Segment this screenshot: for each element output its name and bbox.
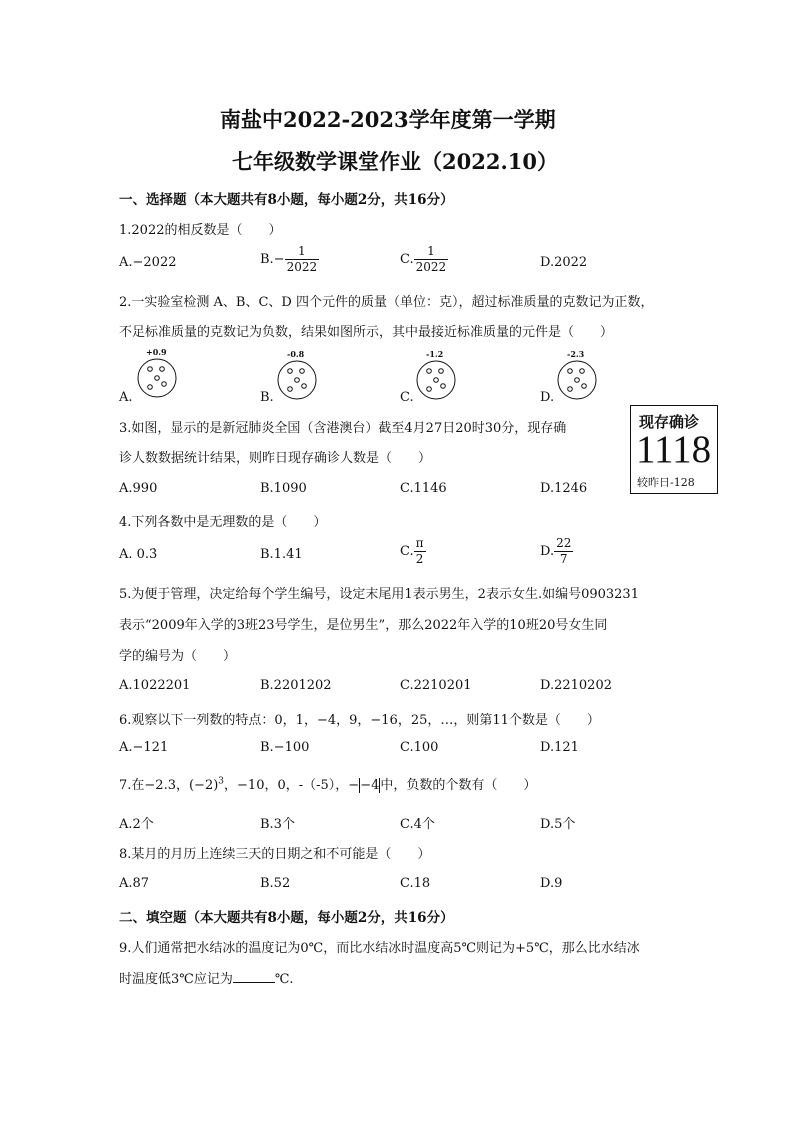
question-3-line1: 3.如图，显示的是新冠肺炎全国（含港澳台）截至4月27日20时30分，现存确 [119,421,567,436]
page-title: 南盐中2022-2023学年度第一学期 [220,107,556,132]
question-1-stem: 1.2022的相反数是（ ） [119,223,282,238]
q9-line2-post: ℃. [274,972,294,987]
q1-option-d: D.2022 [540,255,588,270]
q3-option-c: C.1146 [400,481,447,496]
q1-option-a: A.−2022 [119,255,177,270]
q4-c-den: 2 [415,552,424,566]
q4-option-b: B.1.41 [260,547,303,562]
q1-option-b [260,244,319,275]
q1-b-fraction [285,244,320,275]
q8-option-a: A.87 [119,876,150,891]
question-5-line1: 5.为便于管理，决定给每个学生编号，设定末尾用1表示男生，2表示女生.如编号0903231 [119,587,639,602]
q5-option-b: B.2201202 [260,678,332,693]
q1-option-c [400,244,448,275]
q4-d-num: 22 [556,536,572,550]
q1-b-num: 1 [285,244,320,260]
q7-option-d: D.5个 [540,817,576,832]
q7-option-a: A.2个 [119,817,154,832]
component-a-figure [135,358,179,398]
q1-b-den: 2022 [286,260,318,274]
q6-option-c: C.100 [400,740,439,755]
answer-blank[interactable] [233,970,275,983]
q2-label-a: A. [119,390,133,405]
q7-abs-value: −4 [360,778,380,793]
q6-option-d: D.121 [540,740,579,755]
q3-option-d: D.1246 [540,481,588,496]
q2-label-d: D. [540,390,555,405]
q2-label-b: B. [260,390,274,405]
component-b-figure [275,360,319,400]
q5-option-a: A.1022201 [119,678,191,693]
page-subtitle: 七年级数学课堂作业（2022.10） [232,149,558,174]
q4-d-fraction [554,536,573,567]
q7-power-base: (−2) [188,778,219,793]
q4-c-fraction [414,536,426,567]
q4-d-prefix: D. [540,544,555,559]
fig-c-value: -1.2 [426,349,444,359]
box-title: 现存确诊 [639,413,700,431]
q7-abs-sign: − [348,778,360,793]
q7-mid: ，−10，0，-（-5）， [224,778,349,793]
question-2-line2: 不足标准质量的克数记为负数，结果如图所示，其中最接近标准质量的元件是（ ） [119,325,614,340]
component-d-figure [555,360,599,400]
q1-c-num: 1 [414,244,449,260]
q4-c-num: π [415,536,424,550]
q7-pre: 7.在−2.3， [119,778,189,793]
q3-option-b: B.1090 [260,481,307,496]
q2-label-c: C. [400,390,414,405]
q3-option-a: A.990 [119,481,158,496]
q1-c-fraction [414,244,449,275]
q4-option-a: A. 0.3̇ [119,547,158,562]
component-c-figure [414,360,458,400]
q1-c-prefix: C. [400,252,414,267]
q8-option-d: D.9 [540,876,563,891]
q1-c-den: 2022 [415,260,447,274]
fig-b-value: -0.8 [287,349,305,359]
q4-d-den: 7 [559,552,568,566]
question-3-line2: 诊人数数据统计结果，则昨日现存确诊人数是（ ） [119,451,432,466]
section-heading-choice: 一、选择题（本大题共有8小题，每小题2分，共16分） [119,192,454,208]
q7-post: 中，负数的个数有（ ） [380,778,537,793]
q5-option-d: D.2210202 [540,678,612,693]
q8-option-b: B.52 [260,876,291,891]
section-heading-fill: 二、填空题（本大题共有8小题，每小题2分，共16分） [119,910,454,926]
q5-option-c: C.2210201 [400,678,472,693]
question-6-stem: 6.观察以下一列数的特点：0，1，−4，9，−16，25，…，则第11个数是（ ） [119,713,600,728]
q8-option-c: C.18 [400,876,431,891]
question-2-line1: 2.一实验室检测 A、B、C、D 四个元件的质量（单位：克），超过标准质量的克数记为正数， [119,295,654,310]
question-7-stem [119,774,536,793]
q4-c-prefix: C. [400,544,414,559]
question-9-line2 [119,968,294,987]
q7-exponent: 3 [218,776,225,787]
q7-option-b: B.3个 [260,817,295,832]
confirmed-cases-box [630,405,718,494]
question-9-line1: 9.人们通常把水结冰的温度记为0℃，而比水结冰时温度高5℃则记为+5℃，那么比水结冰 [119,941,640,956]
q6-option-a: A.−121 [119,740,169,755]
q4-option-d [540,536,573,567]
q7-option-c: C.4个 [400,817,435,832]
q1-b-prefix: B.− [260,252,285,267]
question-5-line3: 学的编号为（ ） [119,649,237,664]
box-number: 1118 [636,428,712,471]
q9-line2-pre: 时温度低3℃应记为 [119,972,233,987]
question-8-stem: 8.某月的月历上连续三天的日期之和不可能是（ ） [119,847,431,862]
question-5-line2: 表示“2009年入学的3班23号学生，是位男生”，那么2022年入学的10班20号女生同 [119,618,608,633]
q4-option-c [400,536,426,567]
fig-a-value: +0.9 [146,347,167,357]
box-note: 较昨日-128 [637,476,695,489]
q6-option-b: B.−100 [260,740,310,755]
question-4-stem: 4.下列各数中是无理数的是（ ） [119,515,327,530]
fig-d-value: -2.3 [567,349,585,359]
